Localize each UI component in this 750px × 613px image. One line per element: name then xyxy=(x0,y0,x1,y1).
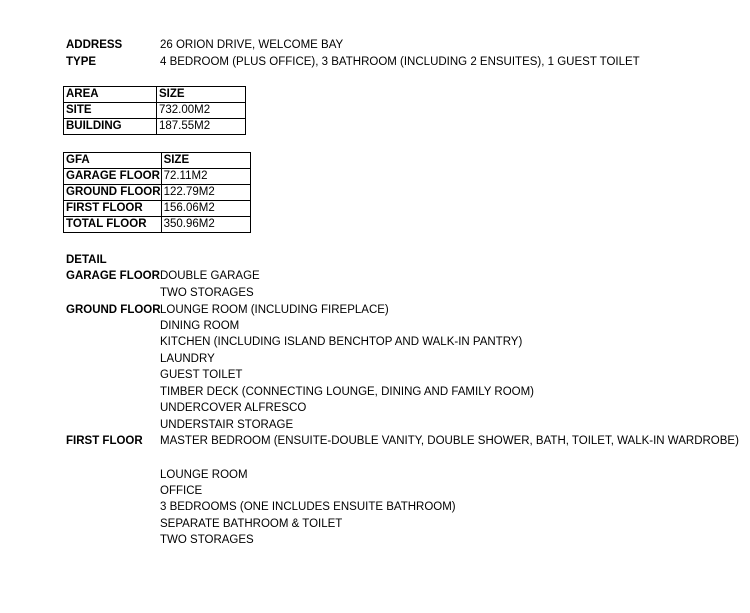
detail-item: TWO STORAGES xyxy=(160,287,254,299)
detail-item: LOUNGE ROOM (INCLUDING FIREPLACE) xyxy=(160,304,389,316)
header-cell: SIZE xyxy=(157,87,246,103)
table-cell: TOTAL FLOOR xyxy=(64,217,162,233)
header-cell: SIZE xyxy=(161,153,250,169)
table-row xyxy=(64,185,251,201)
detail-item: UNDERSTAIR STORAGE xyxy=(160,419,294,431)
table-cell: GROUND FLOOR xyxy=(64,185,162,201)
table-cell: SITE xyxy=(64,103,157,119)
section-label-ground-floor: GROUND FLOOR xyxy=(66,304,161,316)
table-cell: 732.00M2 xyxy=(157,103,246,119)
address-value: 26 ORION DRIVE, WELCOME BAY xyxy=(160,39,344,51)
header-cell: GFA xyxy=(64,153,162,169)
type-label: TYPE xyxy=(66,56,97,68)
detail-item: GUEST TOILET xyxy=(160,369,243,381)
detail-item: UNDERCOVER ALFRESCO xyxy=(160,402,307,414)
table-cell: FIRST FLOOR xyxy=(64,201,162,217)
table-cell: 350.96M2 xyxy=(161,217,250,233)
detail-item: LAUNDRY xyxy=(160,353,215,365)
table-header-row xyxy=(64,153,251,169)
detail-item: MASTER BEDROOM (ENSUITE-DOUBLE VANITY, DOUBLE SHOWER, BATH, TOILET, WALK-IN WARDROBE) xyxy=(160,435,739,447)
detail-item: 3 BEDROOMS (ONE INCLUDES ENSUITE BATHROOM) xyxy=(160,501,456,513)
address-label: ADDRESS xyxy=(66,39,123,51)
detail-item: DINING ROOM xyxy=(160,320,240,332)
detail-item: DOUBLE GARAGE xyxy=(160,270,260,282)
section-label-garage-floor: GARAGE FLOOR xyxy=(66,270,160,282)
gfa-table xyxy=(63,152,251,233)
detail-item: OFFICE xyxy=(160,485,203,497)
area-table xyxy=(63,86,246,135)
type-value: 4 BEDROOM (PLUS OFFICE), 3 BATHROOM (INCLUDING 2 ENSUITES), 1 GUEST TOILET xyxy=(160,56,640,68)
detail-item: TWO STORAGES xyxy=(160,534,254,546)
detail-title: DETAIL xyxy=(66,254,107,266)
table-cell: 156.06M2 xyxy=(161,201,250,217)
table-row xyxy=(64,103,246,119)
table-cell: 122.79M2 xyxy=(161,185,250,201)
detail-item: KITCHEN (INCLUDING ISLAND BENCHTOP AND WALK-IN PANTRY) xyxy=(160,336,523,348)
table-row xyxy=(64,217,251,233)
table-row xyxy=(64,119,246,135)
detail-item: SEPARATE BATHROOM & TOILET xyxy=(160,518,343,530)
section-label-first-floor: FIRST FLOOR xyxy=(66,435,143,447)
table-cell: GARAGE FLOOR xyxy=(64,169,162,185)
table-header-row xyxy=(64,87,246,103)
table-cell: 72.11M2 xyxy=(161,169,250,185)
detail-item: TIMBER DECK (CONNECTING LOUNGE, DINING AND FAMILY ROOM) xyxy=(160,386,534,398)
detail-item: LOUNGE ROOM xyxy=(160,469,248,481)
header-cell: AREA xyxy=(64,87,157,103)
table-row xyxy=(64,201,251,217)
table-cell: BUILDING xyxy=(64,119,157,135)
table-cell: 187.55M2 xyxy=(157,119,246,135)
table-row xyxy=(64,169,251,185)
